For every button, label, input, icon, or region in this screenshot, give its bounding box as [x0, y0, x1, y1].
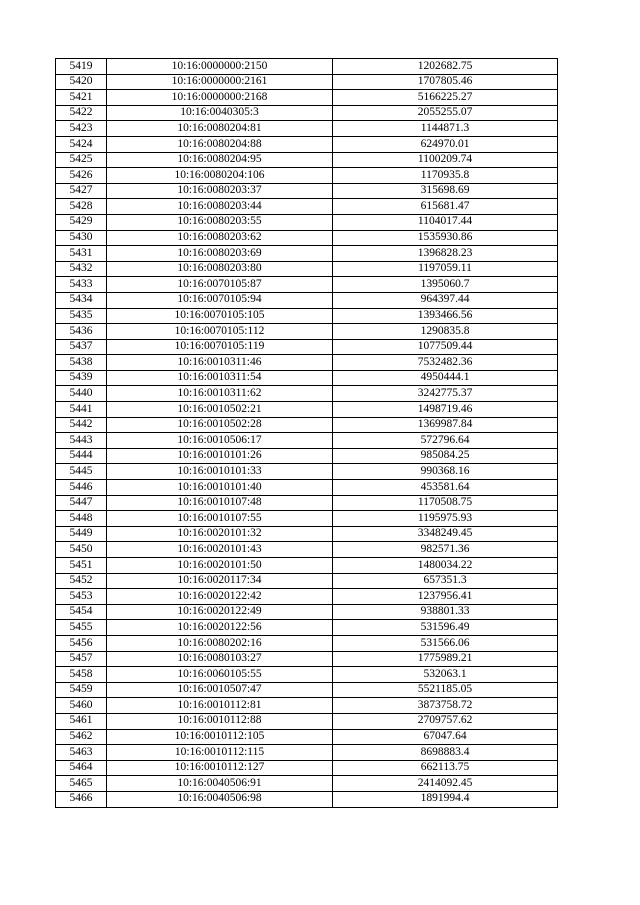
table-row: [56, 480, 558, 496]
row-number-cell: 5447: [56, 495, 107, 511]
table-row: [56, 324, 558, 340]
table-row: [56, 136, 558, 152]
cadastral-value-cell: 657351.3: [333, 573, 558, 589]
table-row: [56, 402, 558, 418]
cadastral-value-cell: 1144871.3: [333, 121, 558, 137]
cadastral-value-cell: 5166225.27: [333, 90, 558, 106]
row-number-cell: 5448: [56, 511, 107, 527]
cadastral-value-cell: 1396828.23: [333, 246, 558, 262]
cadastral-value-cell: 1195975.93: [333, 511, 558, 527]
cadastral-value-cell: 1535930.86: [333, 230, 558, 246]
row-number-cell: 5428: [56, 199, 107, 215]
cadastral-number-cell: 10:16:0010101:26: [107, 448, 333, 464]
table-row: [56, 74, 558, 90]
cadastral-value-cell: 1197059.11: [333, 261, 558, 277]
table-row: [56, 713, 558, 729]
row-number-cell: 5455: [56, 620, 107, 636]
cadastral-number-cell: 10:16:0080203:80: [107, 261, 333, 277]
table-row: [56, 277, 558, 293]
row-number-cell: 5464: [56, 760, 107, 776]
cadastral-value-cell: 938801.33: [333, 604, 558, 620]
cadastral-number-cell: 10:16:0070105:105: [107, 308, 333, 324]
cadastral-value-cell: 1202682.75: [333, 59, 558, 75]
cadastral-number-cell: 10:16:0070105:94: [107, 292, 333, 308]
row-number-cell: 5458: [56, 667, 107, 683]
cadastral-number-cell: 10:16:0080204:106: [107, 168, 333, 184]
cadastral-value-cell: 982571.36: [333, 542, 558, 558]
table-row: [56, 745, 558, 761]
row-number-cell: 5454: [56, 604, 107, 620]
cadastral-number-cell: 10:16:0020101:32: [107, 526, 333, 542]
cadastral-number-cell: 10:16:0020101:50: [107, 558, 333, 574]
cadastral-number-cell: 10:16:0080204:88: [107, 136, 333, 152]
row-number-cell: 5453: [56, 589, 107, 605]
row-number-cell: 5444: [56, 448, 107, 464]
cadastral-value-cell: 615681.47: [333, 199, 558, 215]
cadastral-value-cell: 1480034.22: [333, 558, 558, 574]
table-row: [56, 448, 558, 464]
cadastral-number-cell: 10:16:0020122:49: [107, 604, 333, 620]
cadastral-value-cell: 7532482.36: [333, 355, 558, 371]
table-row: [56, 339, 558, 355]
cadastral-number-cell: 10:16:0010101:40: [107, 480, 333, 496]
cadastral-number-cell: 10:16:0080202:16: [107, 635, 333, 651]
cadastral-value-table: [55, 58, 558, 808]
table-row: [56, 261, 558, 277]
row-number-cell: 5456: [56, 635, 107, 651]
cadastral-value-cell: 1393466.56: [333, 308, 558, 324]
cadastral-number-cell: 10:16:0040506:98: [107, 791, 333, 807]
cadastral-number-cell: 10:16:0000000:2150: [107, 59, 333, 75]
cadastral-number-cell: 10:16:0080203:62: [107, 230, 333, 246]
cadastral-value-cell: 1498719.46: [333, 402, 558, 418]
cadastral-number-cell: 10:16:0010107:55: [107, 511, 333, 527]
row-number-cell: 5436: [56, 324, 107, 340]
table-row: [56, 246, 558, 262]
table-row: [56, 292, 558, 308]
row-number-cell: 5463: [56, 745, 107, 761]
cadastral-value-cell: 531596.49: [333, 620, 558, 636]
table-row: [56, 698, 558, 714]
table-row: [56, 526, 558, 542]
cadastral-value-cell: 572796.64: [333, 433, 558, 449]
cadastral-value-cell: 2055255.07: [333, 105, 558, 121]
cadastral-number-cell: 10:16:0000000:2168: [107, 90, 333, 106]
cadastral-number-cell: 10:16:0080203:44: [107, 199, 333, 215]
row-number-cell: 5452: [56, 573, 107, 589]
row-number-cell: 5423: [56, 121, 107, 137]
table-row: [56, 308, 558, 324]
row-number-cell: 5438: [56, 355, 107, 371]
cadastral-value-cell: 531566.06: [333, 635, 558, 651]
table-row: [56, 230, 558, 246]
cadastral-number-cell: 10:16:0010107:48: [107, 495, 333, 511]
cadastral-value-cell: 3242775.37: [333, 386, 558, 402]
cadastral-number-cell: 10:16:0010112:88: [107, 713, 333, 729]
table-row: [56, 620, 558, 636]
cadastral-value-cell: 67047.64: [333, 729, 558, 745]
cadastral-value-cell: 5521185.05: [333, 682, 558, 698]
cadastral-number-cell: 10:16:0070105:112: [107, 324, 333, 340]
table-row: [56, 417, 558, 433]
cadastral-value-cell: 315698.69: [333, 183, 558, 199]
cadastral-value-cell: 964397.44: [333, 292, 558, 308]
cadastral-value-cell: 985084.25: [333, 448, 558, 464]
cadastral-value-cell: 1170935.8: [333, 168, 558, 184]
cadastral-value-cell: 532063.1: [333, 667, 558, 683]
row-number-cell: 5434: [56, 292, 107, 308]
table-row: [56, 791, 558, 807]
row-number-cell: 5465: [56, 776, 107, 792]
row-number-cell: 5440: [56, 386, 107, 402]
table-row: [56, 183, 558, 199]
row-number-cell: 5424: [56, 136, 107, 152]
table-row: [56, 168, 558, 184]
table-body: [56, 59, 558, 808]
row-number-cell: 5446: [56, 480, 107, 496]
cadastral-number-cell: 10:16:0010506:17: [107, 433, 333, 449]
row-number-cell: 5439: [56, 370, 107, 386]
table-row: [56, 573, 558, 589]
cadastral-value-cell: 1104017.44: [333, 214, 558, 230]
cadastral-value-cell: 662113.75: [333, 760, 558, 776]
cadastral-number-cell: 10:16:0080103:27: [107, 651, 333, 667]
row-number-cell: 5459: [56, 682, 107, 698]
table-row: [56, 386, 558, 402]
cadastral-number-cell: 10:16:0020117:34: [107, 573, 333, 589]
table-row: [56, 589, 558, 605]
cadastral-value-cell: 3873758.72: [333, 698, 558, 714]
cadastral-number-cell: 10:16:0080204:95: [107, 152, 333, 168]
table-row: [56, 635, 558, 651]
table-row: [56, 760, 558, 776]
row-number-cell: 5445: [56, 464, 107, 480]
cadastral-number-cell: 10:16:0070105:87: [107, 277, 333, 293]
row-number-cell: 5421: [56, 90, 107, 106]
cadastral-value-cell: 1369987.84: [333, 417, 558, 433]
cadastral-value-cell: 1290835.8: [333, 324, 558, 340]
cadastral-value-cell: 2414092.45: [333, 776, 558, 792]
cadastral-value-cell: 1100209.74: [333, 152, 558, 168]
cadastral-number-cell: 10:16:0010112:105: [107, 729, 333, 745]
cadastral-number-cell: 10:16:0010311:62: [107, 386, 333, 402]
cadastral-number-cell: 10:16:0020101:43: [107, 542, 333, 558]
table-row: [56, 433, 558, 449]
table-row: [56, 495, 558, 511]
table-row: [56, 511, 558, 527]
cadastral-value-cell: 8698883.4: [333, 745, 558, 761]
row-number-cell: 5451: [56, 558, 107, 574]
cadastral-number-cell: 10:16:0010311:54: [107, 370, 333, 386]
cadastral-number-cell: 10:16:0040506:91: [107, 776, 333, 792]
table-row: [56, 542, 558, 558]
table-row: [56, 651, 558, 667]
table-row: [56, 558, 558, 574]
cadastral-value-cell: 1707805.46: [333, 74, 558, 90]
row-number-cell: 5450: [56, 542, 107, 558]
table-row: [56, 682, 558, 698]
row-number-cell: 5435: [56, 308, 107, 324]
table-row: [56, 59, 558, 75]
row-number-cell: 5457: [56, 651, 107, 667]
row-number-cell: 5431: [56, 246, 107, 262]
cadastral-value-cell: 1395060.7: [333, 277, 558, 293]
row-number-cell: 5427: [56, 183, 107, 199]
table-row: [56, 464, 558, 480]
row-number-cell: 5460: [56, 698, 107, 714]
table-row: [56, 152, 558, 168]
cadastral-number-cell: 10:16:0000000:2161: [107, 74, 333, 90]
cadastral-number-cell: 10:16:0080203:37: [107, 183, 333, 199]
table-row: [56, 105, 558, 121]
table-row: [56, 90, 558, 106]
row-number-cell: 5419: [56, 59, 107, 75]
cadastral-value-cell: 453581.64: [333, 480, 558, 496]
row-number-cell: 5430: [56, 230, 107, 246]
table-row: [56, 667, 558, 683]
cadastral-value-cell: 1170508.75: [333, 495, 558, 511]
cadastral-number-cell: 10:16:0020122:42: [107, 589, 333, 605]
cadastral-number-cell: 10:16:0010507:47: [107, 682, 333, 698]
cadastral-number-cell: 10:16:0010101:33: [107, 464, 333, 480]
cadastral-value-cell: 1775989.21: [333, 651, 558, 667]
row-number-cell: 5422: [56, 105, 107, 121]
cadastral-number-cell: 10:16:0040305:3: [107, 105, 333, 121]
table-row: [56, 776, 558, 792]
cadastral-value-cell: 1891994.4: [333, 791, 558, 807]
row-number-cell: 5420: [56, 74, 107, 90]
row-number-cell: 5437: [56, 339, 107, 355]
table-row: [56, 199, 558, 215]
table-row: [56, 355, 558, 371]
table-row: [56, 729, 558, 745]
cadastral-value-cell: 1077509.44: [333, 339, 558, 355]
row-number-cell: 5466: [56, 791, 107, 807]
row-number-cell: 5441: [56, 402, 107, 418]
row-number-cell: 5425: [56, 152, 107, 168]
cadastral-number-cell: 10:16:0010311:46: [107, 355, 333, 371]
cadastral-value-cell: 3348249.45: [333, 526, 558, 542]
cadastral-number-cell: 10:16:0080203:69: [107, 246, 333, 262]
cadastral-number-cell: 10:16:0020122:56: [107, 620, 333, 636]
cadastral-number-cell: 10:16:0080204:81: [107, 121, 333, 137]
cadastral-number-cell: 10:16:0010112:81: [107, 698, 333, 714]
cadastral-value-cell: 624970.01: [333, 136, 558, 152]
cadastral-number-cell: 10:16:0010112:115: [107, 745, 333, 761]
cadastral-value-cell: 4950444.1: [333, 370, 558, 386]
cadastral-number-cell: 10:16:0010502:21: [107, 402, 333, 418]
row-number-cell: 5443: [56, 433, 107, 449]
row-number-cell: 5461: [56, 713, 107, 729]
row-number-cell: 5462: [56, 729, 107, 745]
row-number-cell: 5449: [56, 526, 107, 542]
cadastral-value-cell: 2709757.62: [333, 713, 558, 729]
cadastral-number-cell: 10:16:0080203:55: [107, 214, 333, 230]
cadastral-number-cell: 10:16:0060105:55: [107, 667, 333, 683]
cadastral-value-cell: 1237956.41: [333, 589, 558, 605]
cadastral-number-cell: 10:16:0070105:119: [107, 339, 333, 355]
row-number-cell: 5442: [56, 417, 107, 433]
cadastral-number-cell: 10:16:0010502:28: [107, 417, 333, 433]
table-row: [56, 604, 558, 620]
table-row: [56, 214, 558, 230]
table-row: [56, 370, 558, 386]
cadastral-value-cell: 990368.16: [333, 464, 558, 480]
row-number-cell: 5433: [56, 277, 107, 293]
row-number-cell: 5426: [56, 168, 107, 184]
table-row: [56, 121, 558, 137]
row-number-cell: 5432: [56, 261, 107, 277]
row-number-cell: 5429: [56, 214, 107, 230]
cadastral-number-cell: 10:16:0010112:127: [107, 760, 333, 776]
